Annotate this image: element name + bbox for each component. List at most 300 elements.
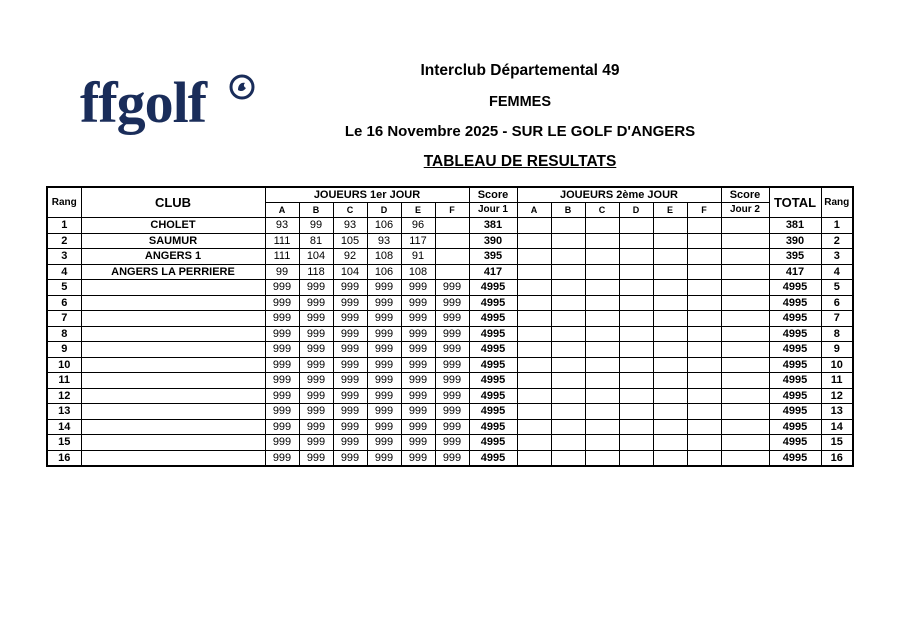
day2-score-cell [517,264,551,280]
day1-score-cell: 999 [367,311,401,327]
final-rang-cell: 1 [821,218,853,234]
day2-score-cell [687,342,721,358]
score-day2-cell [721,404,769,420]
day2-score-cell [687,280,721,296]
rooster-emblem-icon [229,74,255,100]
score-day1-cell: 381 [469,218,517,234]
day1-score-cell: 999 [265,326,299,342]
day2-score-cell [619,326,653,342]
rank-cell: 1 [47,218,81,234]
final-rang-cell: 10 [821,357,853,373]
final-rang-cell: 9 [821,342,853,358]
day2-score-cell [517,233,551,249]
score-day1-cell: 4995 [469,326,517,342]
score-day1-cell: 4995 [469,404,517,420]
club-cell [81,435,265,451]
day2-score-cell [653,249,687,265]
final-rang-cell: 11 [821,373,853,389]
day1-score-cell: 999 [367,404,401,420]
rank-cell: 12 [47,388,81,404]
day1-score-cell: 999 [401,388,435,404]
day1-score-cell: 999 [401,295,435,311]
day1-score-cell: 999 [401,280,435,296]
final-rang-cell: 12 [821,388,853,404]
day2-score-cell [619,404,653,420]
day1-score-cell: 999 [367,342,401,358]
day1-score-cell: 111 [265,233,299,249]
day1-score-cell [435,233,469,249]
day1-score-cell: 999 [333,342,367,358]
day2-player-c-header: C [585,203,619,218]
day2-score-cell [517,419,551,435]
logo-text: ffgolf [80,70,207,135]
day1-score-cell: 106 [367,264,401,280]
club-cell [81,280,265,296]
day2-score-cell [517,373,551,389]
day2-score-cell [687,218,721,234]
day1-score-cell: 999 [333,280,367,296]
day1-score-cell: 999 [435,388,469,404]
final-rang-cell: 2 [821,233,853,249]
day2-score-cell [551,326,585,342]
day2-score-cell [585,264,619,280]
day1-score-cell: 999 [333,435,367,451]
day1-score-cell: 999 [333,311,367,327]
table-row [47,419,853,435]
day1-score-cell: 92 [333,249,367,265]
day1-score-cell: 999 [435,326,469,342]
total-cell: 4995 [769,404,821,420]
table-row [47,404,853,420]
day1-player-d-header: D [367,203,401,218]
total-cell: 4995 [769,280,821,296]
day2-score-cell [585,342,619,358]
day1-score-cell: 999 [435,357,469,373]
day2-player-b-header: B [551,203,585,218]
club-cell [81,357,265,373]
final-rang-header: Rang [821,187,853,218]
day1-score-cell: 999 [265,357,299,373]
day1-score-cell: 999 [367,326,401,342]
day2-score-cell [585,404,619,420]
rank-cell: 13 [47,404,81,420]
day1-score-cell: 999 [435,450,469,466]
day1-score-cell: 99 [265,264,299,280]
day2-score-cell [551,404,585,420]
day2-score-cell [551,264,585,280]
day2-score-cell [687,311,721,327]
score-day1-cell: 4995 [469,450,517,466]
final-rang-cell: 15 [821,435,853,451]
club-cell [81,326,265,342]
table-row [47,295,853,311]
table-row [47,311,853,327]
final-rang-cell: 4 [821,264,853,280]
day2-player-d-header: D [619,203,653,218]
day2-score-cell [517,326,551,342]
score-day1-cell: 4995 [469,373,517,389]
day1-score-cell: 999 [265,295,299,311]
day2-score-cell [619,357,653,373]
score-day2-cell [721,249,769,265]
day1-score-cell: 999 [299,419,333,435]
total-cell: 4995 [769,450,821,466]
day2-score-cell [551,295,585,311]
day1-score-cell [435,218,469,234]
day1-score-cell: 105 [333,233,367,249]
day1-score-cell: 999 [435,373,469,389]
total-cell: 4995 [769,295,821,311]
table-row [47,388,853,404]
results-subtitle: TABLEAU DE RESULTATS [423,153,617,170]
club-cell: SAUMUR [81,233,265,249]
date-place-label: Le 16 Novembre 2025 - SUR LE GOLF D'ANGERS [344,123,696,140]
day2-score-cell [517,450,551,466]
day1-score-cell: 999 [435,280,469,296]
day1-score-cell: 999 [265,342,299,358]
day2-score-cell [619,342,653,358]
score-day2-cell [721,388,769,404]
score-day1-cell: 4995 [469,388,517,404]
table-row [47,233,853,249]
score-day2-cell [721,357,769,373]
day1-score-cell: 999 [265,450,299,466]
day1-score-cell: 999 [265,373,299,389]
table-row [47,373,853,389]
day1-score-cell: 108 [367,249,401,265]
day1-score-cell: 999 [333,419,367,435]
day1-score-cell: 999 [435,419,469,435]
score-day2-cell [721,373,769,389]
day1-score-cell: 118 [299,264,333,280]
day1-score-cell: 999 [435,435,469,451]
score-day1-cell: 4995 [469,311,517,327]
day2-score-cell [687,419,721,435]
club-cell: CHOLET [81,218,265,234]
rank-cell: 8 [47,326,81,342]
final-rang-cell: 6 [821,295,853,311]
score-day1-cell: 395 [469,249,517,265]
day1-score-cell: 999 [333,326,367,342]
table-row [47,450,853,466]
total-cell: 4995 [769,326,821,342]
day2-score-cell [619,249,653,265]
club-cell: ANGERS LA PERRIERE [81,264,265,280]
total-cell: 381 [769,218,821,234]
table-row [47,264,853,280]
rang-header: Rang [47,187,81,218]
table-row [47,218,853,234]
total-cell: 4995 [769,311,821,327]
table-row [47,249,853,265]
day2-score-cell [653,280,687,296]
day2-score-cell [687,357,721,373]
day1-score-cell: 999 [333,373,367,389]
day2-score-cell [585,311,619,327]
day1-score-cell: 999 [299,342,333,358]
day1-score-cell: 999 [367,357,401,373]
day2-score-cell [551,373,585,389]
score-day2-header: Score [721,187,769,203]
day1-score-cell: 96 [401,218,435,234]
day1-score-cell: 106 [367,218,401,234]
club-cell [81,404,265,420]
total-cell: 4995 [769,373,821,389]
category-label: FEMMES [488,94,552,110]
final-rang-cell: 14 [821,419,853,435]
score-day2-cell [721,295,769,311]
table-row [47,326,853,342]
day1-score-cell: 999 [367,388,401,404]
day1-score-cell: 108 [401,264,435,280]
day2-score-cell [619,373,653,389]
day2-score-cell [585,419,619,435]
day2-score-cell [551,419,585,435]
jour2-header: Jour 2 [721,203,769,218]
final-rang-cell: 8 [821,326,853,342]
table-row [47,342,853,358]
day1-score-cell: 999 [401,311,435,327]
day1-score-cell: 999 [299,280,333,296]
final-rang-cell: 16 [821,450,853,466]
day1-score-cell: 999 [265,435,299,451]
day1-score-cell: 104 [333,264,367,280]
day1-score-cell [435,249,469,265]
day2-score-cell [551,388,585,404]
day2-score-cell [551,342,585,358]
day1-score-cell: 999 [435,404,469,420]
total-cell: 4995 [769,419,821,435]
day1-score-cell: 999 [299,357,333,373]
ffgolf-logo [80,72,260,152]
day1-score-cell: 111 [265,249,299,265]
day2-score-cell [517,404,551,420]
page-title: Interclub Départemental 49 [420,62,620,79]
score-day1-cell: 4995 [469,280,517,296]
day2-score-cell [585,435,619,451]
day2-score-cell [619,233,653,249]
rank-cell: 7 [47,311,81,327]
day1-score-cell: 999 [401,450,435,466]
total-cell: 4995 [769,357,821,373]
club-cell [81,311,265,327]
day2-score-cell [585,218,619,234]
rank-cell: 10 [47,357,81,373]
club-cell [81,419,265,435]
total-cell: 417 [769,264,821,280]
score-day1-cell: 4995 [469,435,517,451]
table-row [47,280,853,296]
rank-cell: 3 [47,249,81,265]
day2-score-cell [551,357,585,373]
day2-score-cell [619,419,653,435]
day2-score-cell [551,450,585,466]
total-cell: 4995 [769,342,821,358]
day2-score-cell [585,326,619,342]
day2-score-cell [687,373,721,389]
day1-score-cell: 999 [265,419,299,435]
day2-score-cell [585,249,619,265]
day1-score-cell: 93 [265,218,299,234]
score-day2-cell [721,218,769,234]
score-day2-cell [721,233,769,249]
day1-players-header: JOUEURS 1er JOUR [265,187,469,203]
score-day1-cell: 4995 [469,419,517,435]
day1-score-cell: 999 [401,373,435,389]
day2-score-cell [619,435,653,451]
score-day1-cell: 4995 [469,357,517,373]
total-cell: 395 [769,249,821,265]
day2-score-cell [619,388,653,404]
day1-score-cell: 93 [333,218,367,234]
table-row [47,357,853,373]
day1-score-cell: 999 [333,450,367,466]
rank-cell: 14 [47,419,81,435]
day2-score-cell [653,326,687,342]
day2-score-cell [585,295,619,311]
score-day2-cell [721,326,769,342]
day2-score-cell [653,373,687,389]
day1-score-cell: 999 [401,419,435,435]
score-day1-cell: 417 [469,264,517,280]
day1-score-cell: 117 [401,233,435,249]
day1-player-a-header: A [265,203,299,218]
rank-cell: 11 [47,373,81,389]
day1-score-cell: 999 [299,388,333,404]
day2-player-f-header: F [687,203,721,218]
day1-score-cell: 81 [299,233,333,249]
day2-score-cell [585,357,619,373]
club-cell: ANGERS 1 [81,249,265,265]
final-rang-cell: 5 [821,280,853,296]
day2-score-cell [653,419,687,435]
total-header: TOTAL [769,187,821,218]
day1-score-cell: 999 [333,295,367,311]
day2-score-cell [687,233,721,249]
day2-score-cell [619,264,653,280]
club-header: CLUB [81,187,265,218]
day1-player-f-header: F [435,203,469,218]
day2-score-cell [517,311,551,327]
day2-score-cell [687,249,721,265]
day1-score-cell: 999 [367,419,401,435]
day1-score-cell: 999 [401,342,435,358]
day1-score-cell: 999 [367,373,401,389]
day2-score-cell [517,342,551,358]
day1-score-cell: 999 [265,404,299,420]
day1-score-cell: 999 [435,342,469,358]
final-rang-cell: 3 [821,249,853,265]
day2-score-cell [619,295,653,311]
day2-score-cell [551,218,585,234]
day1-score-cell: 999 [333,404,367,420]
day1-score-cell: 999 [401,404,435,420]
day2-score-cell [687,326,721,342]
rank-cell: 2 [47,233,81,249]
score-day2-cell [721,419,769,435]
day2-players-header: JOUEURS 2ème JOUR [517,187,721,203]
day1-score-cell: 999 [299,435,333,451]
day1-score-cell: 999 [401,435,435,451]
score-day2-cell [721,311,769,327]
day2-score-cell [619,450,653,466]
club-cell [81,295,265,311]
day2-score-cell [551,249,585,265]
day1-score-cell: 999 [299,295,333,311]
day2-score-cell [517,249,551,265]
day1-score-cell: 999 [299,373,333,389]
score-day2-cell [721,342,769,358]
day2-score-cell [653,218,687,234]
score-day1-header: Score [469,187,517,203]
day2-score-cell [551,435,585,451]
day1-score-cell: 999 [333,357,367,373]
day1-score-cell: 999 [435,311,469,327]
score-day1-cell: 4995 [469,295,517,311]
rank-cell: 6 [47,295,81,311]
score-day2-cell [721,264,769,280]
score-day1-cell: 4995 [469,342,517,358]
day2-score-cell [585,373,619,389]
day1-score-cell: 999 [401,357,435,373]
day2-score-cell [687,450,721,466]
day1-score-cell: 999 [265,280,299,296]
day2-score-cell [687,435,721,451]
day1-score-cell: 999 [367,280,401,296]
day1-score-cell: 999 [299,404,333,420]
day1-score-cell [435,264,469,280]
rank-cell: 4 [47,264,81,280]
day1-score-cell: 999 [333,388,367,404]
day2-score-cell [653,233,687,249]
day2-score-cell [653,388,687,404]
day2-score-cell [687,388,721,404]
jour1-header: Jour 1 [469,203,517,218]
club-cell [81,342,265,358]
day2-score-cell [619,311,653,327]
day1-player-e-header: E [401,203,435,218]
day1-score-cell: 999 [367,295,401,311]
rank-cell: 15 [47,435,81,451]
day2-player-a-header: A [517,203,551,218]
rank-cell: 9 [47,342,81,358]
final-rang-cell: 13 [821,404,853,420]
day1-score-cell: 91 [401,249,435,265]
day2-score-cell [517,388,551,404]
table-row [47,435,853,451]
day2-score-cell [619,218,653,234]
day2-score-cell [517,295,551,311]
day2-score-cell [687,264,721,280]
score-day2-cell [721,435,769,451]
day2-score-cell [687,404,721,420]
day2-score-cell [517,280,551,296]
day1-score-cell: 999 [265,311,299,327]
total-cell: 4995 [769,388,821,404]
day1-score-cell: 999 [299,326,333,342]
day2-score-cell [653,357,687,373]
day2-score-cell [619,280,653,296]
rank-cell: 16 [47,450,81,466]
day2-score-cell [653,311,687,327]
day2-score-cell [653,342,687,358]
day2-score-cell [517,435,551,451]
day1-score-cell: 999 [401,326,435,342]
day2-score-cell [585,233,619,249]
day2-score-cell [517,218,551,234]
day2-score-cell [585,388,619,404]
day1-score-cell: 999 [367,450,401,466]
